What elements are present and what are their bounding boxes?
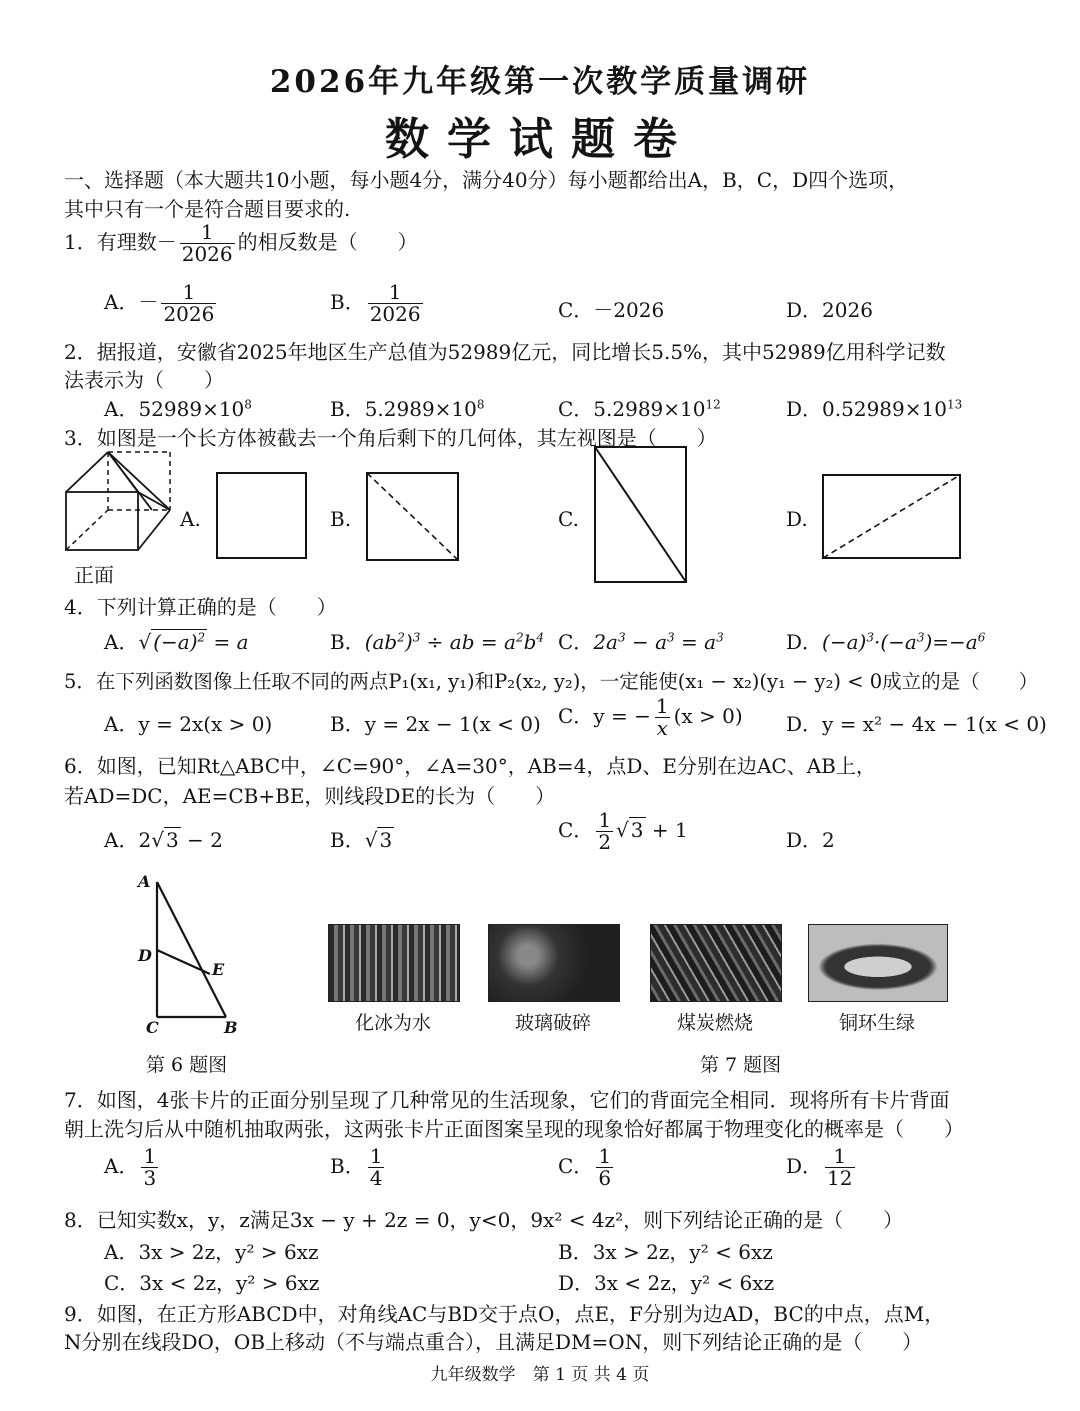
page-footer: 九年级数学 第 1 页 共 4 页 xyxy=(430,1365,650,1385)
card-label-copper: 铜环生绿 xyxy=(838,1012,915,1034)
q5-option-a[interactable]: A．y = 2x(x > 0) xyxy=(104,712,273,736)
q7-stem-line1: 7．如图，4张卡片的正面分别呈现了几种常见的生活现象，它们的背面完全相同．现将所有卡片背面 xyxy=(64,1088,950,1112)
q2-stem-line2: 法表示为（ ） xyxy=(64,368,224,392)
q3-front-label: 正面 xyxy=(74,563,114,587)
exam-title: 2026年九年级第一次教学质量调研 xyxy=(269,64,811,100)
q8-stem: 8．已知实数x，y，z满足3x − y + 2z = 0，y<0，9x² < 4z²，则下列结论正确的是（ ） xyxy=(64,1208,904,1232)
exam-subtitle: 数学试题卷 xyxy=(385,114,695,165)
q1-option-d[interactable]: D．2026 xyxy=(786,298,873,322)
q7-stem-line2: 朝上洗匀后从中随机抽取两张，这两张卡片正面图案呈现的现象恰好都属于物理变化的概率是（ ） xyxy=(64,1117,964,1141)
q3-option-c-figure[interactable] xyxy=(594,446,688,584)
q6-figure-caption: 第 6 题图 xyxy=(146,1054,228,1076)
q5-option-c[interactable]: C．y = − $\frac{1}{x}$ (x > 0) xyxy=(558,694,743,740)
q1-option-c[interactable]: C．－2026 xyxy=(558,298,665,322)
q8-option-c[interactable]: C．3x < 2z，y² > 6xz xyxy=(104,1271,320,1295)
q1-stem: 1．有理数－ $\frac{1}{2026}$ 的相反数是（ ） xyxy=(64,220,418,266)
q6-stem-line2: 若AD=DC，AE=CB+BE，则线段DE的长为（ ） xyxy=(64,784,556,808)
q3-option-d-label[interactable]: D. xyxy=(786,507,808,531)
q7-option-a[interactable]: A． $\frac{1}{3}$ xyxy=(104,1144,157,1190)
card-label-glass: 玻璃破碎 xyxy=(514,1012,591,1034)
q2-option-c[interactable]: C．$5.2989\times 10^{12}$ xyxy=(558,397,721,421)
q6-option-d[interactable]: D．2 xyxy=(786,828,835,852)
card-photo-ice xyxy=(328,924,460,1002)
card-photo-glass xyxy=(488,924,620,1002)
q3-stem: 3．如图是一个长方体被截去一个角后剩下的几何体，其左视图是（ ） xyxy=(64,426,717,450)
q2-option-d[interactable]: D．$0.52989\times 10^{13}$ xyxy=(786,397,963,421)
q4-option-b[interactable]: B．$(ab^2)^3$ ÷ ab = $a^2b^4$ xyxy=(330,630,545,654)
q6-option-c[interactable]: C． $\frac{1}{2}$ √ 3 + 1 xyxy=(558,808,688,854)
q7-option-c[interactable]: C． $\frac{1}{6}$ xyxy=(558,1144,612,1190)
q8-option-d[interactable]: D．3x < 2z，y² < 6xz xyxy=(558,1271,775,1295)
card-label-coal: 煤炭燃烧 xyxy=(676,1012,753,1034)
q6-option-b[interactable]: B．√ 3 xyxy=(330,828,393,852)
q5-option-d[interactable]: D．y = x² − 4x − 1(x < 0) xyxy=(786,712,1047,736)
q9-stem-line2: N分别在线段DO，OB上移动（不与端点重合），且满足DM=ON，则下列结论正确的是（ ） xyxy=(64,1330,923,1354)
q7-option-b[interactable]: B． $\frac{1}{4}$ xyxy=(330,1144,383,1190)
q3-option-b-figure[interactable] xyxy=(366,472,460,562)
q6-option-a[interactable]: A．2√ 3 − 2 xyxy=(104,828,223,852)
q6-point-a: A xyxy=(138,872,151,891)
q8-option-a[interactable]: A．3x > 2z，y² > 6xz xyxy=(104,1240,319,1264)
q8-option-b[interactable]: B．3x > 2z，y² < 6xz xyxy=(558,1240,773,1264)
q1-option-a[interactable]: A．－ $\frac{1}{2026}$ xyxy=(104,280,215,326)
q3-option-c-label[interactable]: C. xyxy=(558,507,579,531)
q5-option-b[interactable]: B．y = 2x − 1(x < 0) xyxy=(330,712,541,736)
q1-option-b[interactable]: B． $\frac{1}{2026}$ xyxy=(330,280,421,326)
q7-figure-caption: 第 7 题图 xyxy=(700,1054,782,1076)
section-heading-line1: 一、选择题（本大题共10小题，每小题4分，满分40分）每小题都给出A，B，C，D四个选项， xyxy=(64,168,909,192)
q6-point-c: C xyxy=(146,1018,159,1037)
q2-option-a[interactable]: A．$52989\times 10^8$ xyxy=(104,397,252,421)
q3-solid-figure xyxy=(60,448,180,558)
q6-stem-line1: 6．如图，已知Rt△ABC中，∠C=90°，∠A=30°，AB=4，点D、E分别在边AC、AB上， xyxy=(64,754,876,778)
q4-stem: 4．下列计算正确的是（ ） xyxy=(64,595,337,619)
q3-option-a-label[interactable]: A. xyxy=(180,507,201,531)
q7-option-d[interactable]: D． $\frac{1}{12}$ xyxy=(786,1144,853,1190)
q6-point-e: E xyxy=(212,960,225,979)
q4-option-a[interactable]: A．√ $(-a)^2 = a$ xyxy=(104,630,249,654)
q6-point-b: B xyxy=(224,1018,238,1037)
q5-stem: 5．在下列函数图像上任取不同的两点P₁(x₁, y₁)和P₂(x₂, y₂)，一定能使(x₁ − x₂)(y₁ − y₂) < 0成立的是（ ） xyxy=(64,670,1039,693)
card-label-ice: 化冰为水 xyxy=(354,1012,431,1034)
q4-option-d[interactable]: D．$(-a)^3\cdot(-a^3)=-a^6$ xyxy=(786,630,986,654)
card-photo-copper-ring xyxy=(808,924,948,1002)
q9-stem-line1: 9．如图，在正方形ABCD中，对角线AC与BD交于点O，点E，F分别为边AD，BC的中点，点M， xyxy=(64,1302,945,1326)
q3-option-a-figure[interactable] xyxy=(216,472,308,560)
q6-point-d: D xyxy=(138,946,152,965)
q3-option-d-figure[interactable] xyxy=(822,474,962,560)
card-photo-coal xyxy=(650,924,782,1002)
section-heading-line2: 其中只有一个是符合题目要求的. xyxy=(64,197,351,221)
q4-option-c[interactable]: C．$2a^3 - a^3 = a^3$ xyxy=(558,630,724,654)
q2-option-b[interactable]: B．$5.2989\times 10^8$ xyxy=(330,397,485,421)
q3-option-b-label[interactable]: B. xyxy=(330,507,352,531)
q2-stem-line1: 2．据报道，安徽省2025年地区生产总值为52989亿元，同比增长5.5%，其中52989亿用科学记数 xyxy=(64,340,946,364)
